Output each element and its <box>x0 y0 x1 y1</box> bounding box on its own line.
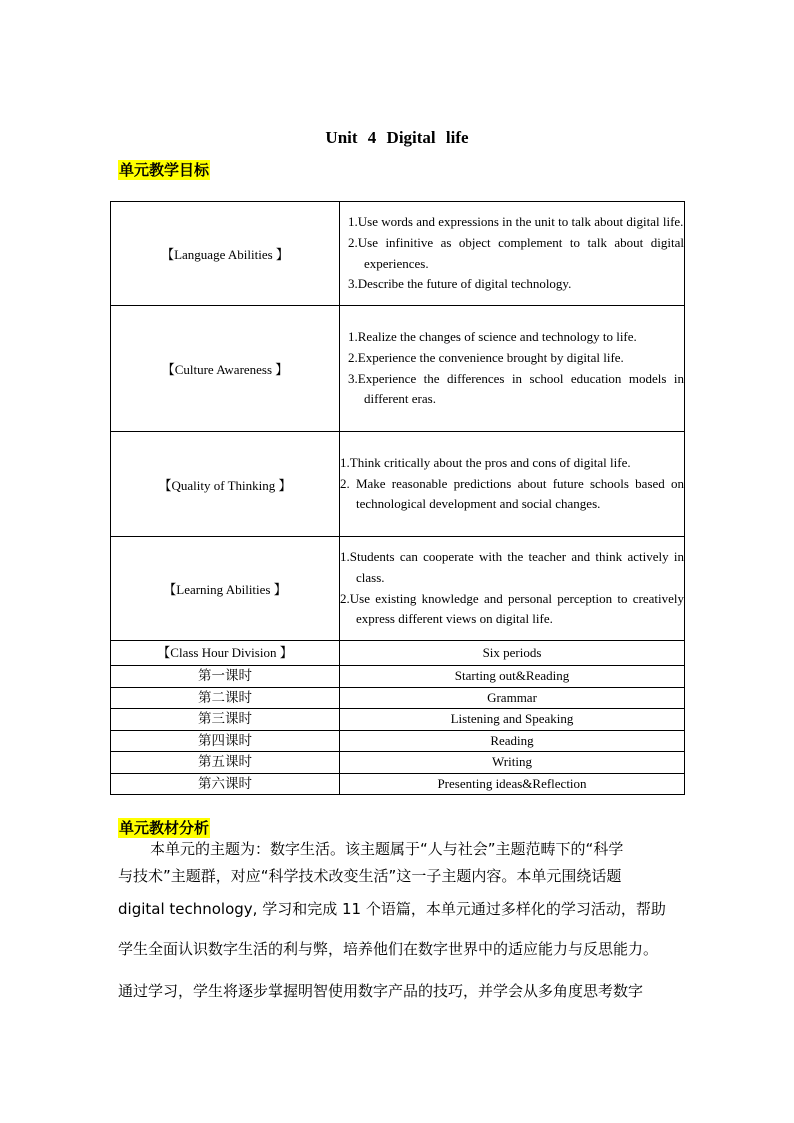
goal-label: 【Culture Awareness 】 <box>111 306 340 432</box>
goal-item: 3.Experience the differences in school education models in different eras. <box>348 370 684 407</box>
goal-items <box>340 306 685 432</box>
goal-items <box>340 202 685 306</box>
goal-label: 【Learning Abilities 】 <box>111 537 340 641</box>
period-label: 第三课时 <box>111 709 340 731</box>
period-row <box>111 687 685 709</box>
period-content: Writing <box>340 752 685 774</box>
goal-row <box>111 202 685 306</box>
period-content: Presenting ideas&Reflection <box>340 773 685 795</box>
analysis-line: 本单元的主题为：数字生活。该主题属于“人与社会”主题范畴下的“科学 <box>150 840 624 858</box>
goal-row <box>111 432 685 537</box>
goal-label: 【Quality of Thinking 】 <box>111 432 340 537</box>
goal-item: 3.Describe the future of digital technology. <box>348 276 572 292</box>
goal-row <box>111 537 685 641</box>
analysis-line: 与技术”主题群，对应“科学技术改变生活”这一子主题内容。本单元围绕话题 <box>118 867 622 885</box>
period-row <box>111 666 685 688</box>
analysis-line: 学生全面认识数字生活的利与弊，培养他们在数字世界中的适应能力与反思能力。 <box>118 940 659 958</box>
goal-items <box>340 537 685 641</box>
class-hour-label: 【Class Hour Division 】 <box>111 641 340 666</box>
section-heading-teaching-goals: 单元教学目标 <box>119 161 210 179</box>
period-label: 第二课时 <box>111 687 340 709</box>
period-label: 第一课时 <box>111 666 340 688</box>
period-content: Starting out&Reading <box>340 666 685 688</box>
goal-item: 2.Experience the convenience brought by digital life. <box>348 349 624 365</box>
period-label: 第六课时 <box>111 773 340 795</box>
goal-item: 2.Use existing knowledge and personal perception to creatively express different views on digital life. <box>340 590 684 627</box>
period-row <box>111 752 685 774</box>
class-hour-row <box>111 641 685 666</box>
period-content: Reading <box>340 730 685 752</box>
period-row <box>111 730 685 752</box>
goal-item: 1.Use words and expressions in the unit to talk about digital life. <box>348 213 684 229</box>
period-label: 第四课时 <box>111 730 340 752</box>
goal-item: 1.Think critically about the pros and cons of digital life. <box>340 454 631 470</box>
period-content: Listening and Speaking <box>340 709 685 731</box>
goal-item: 1.Students can cooperate with the teacher and think actively in class. <box>340 548 684 585</box>
goal-items <box>340 432 685 537</box>
goal-item: 1.Realize the changes of science and technology to life. <box>348 328 637 344</box>
goal-label: 【Language Abilities 】 <box>111 202 340 306</box>
goal-row <box>111 306 685 432</box>
period-label: 第五课时 <box>111 752 340 774</box>
class-hour-value: Six periods <box>340 641 685 666</box>
analysis-line: 通过学习，学生将逐步掌握明智使用数字产品的技巧，并学会从多角度思考数字 <box>118 982 644 1000</box>
analysis-line: digital technology, 学习和完成 11 个语篇，本单元通过多样化的学习活动，帮助 <box>118 900 666 918</box>
teaching-goals-table <box>110 201 685 795</box>
goal-item: 2.Use infinitive as object complement to talk about digital experiences. <box>348 234 684 271</box>
period-row <box>111 709 685 731</box>
period-row <box>111 773 685 795</box>
goal-item: 2. Make reasonable predictions about future schools based on technological development and social changes. <box>340 475 684 512</box>
section-heading-material-analysis: 单元教材分析 <box>119 819 210 837</box>
unit-title: Unit 4 Digital life <box>325 128 469 147</box>
period-content: Grammar <box>340 687 685 709</box>
